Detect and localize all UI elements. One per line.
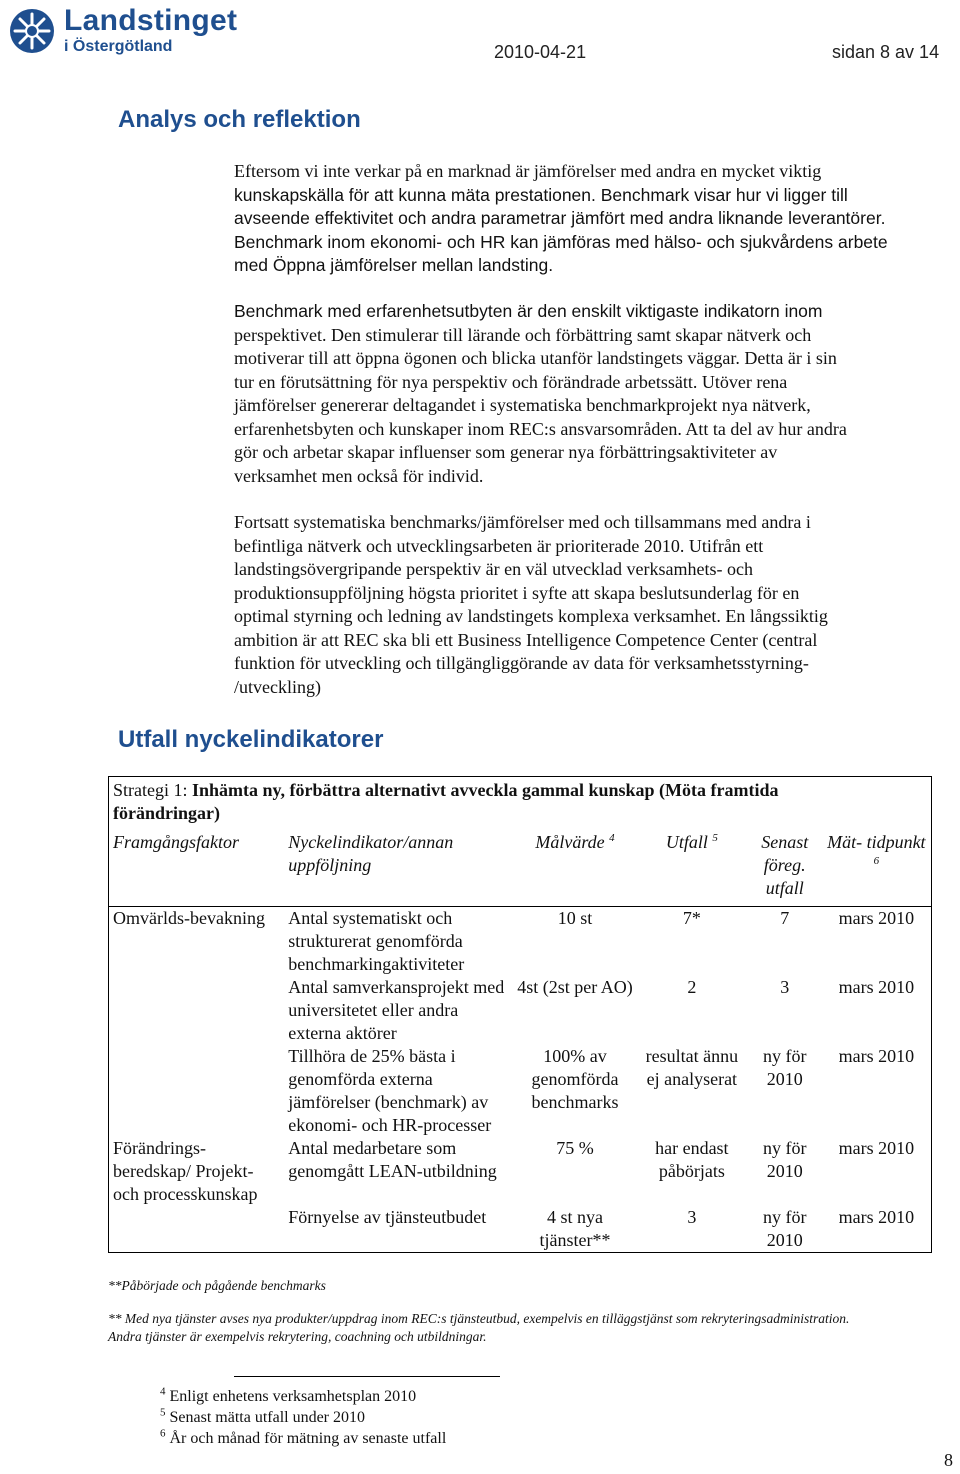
- cell-time: mars 2010: [822, 907, 932, 977]
- text-line: Benchmark inom ekonomi- och HR kan jämföras med hälso- och sjukvårdens arbete: [234, 231, 888, 252]
- col-header-time: [822, 827, 932, 907]
- cell-indicator: Antal medarbetare som genomgått LEAN-utbildning: [288, 1138, 497, 1181]
- cell-outcome: 2: [687, 977, 697, 997]
- cell-outcome: resultat ännu ej analyserat: [645, 1046, 739, 1089]
- cell-time: mars 2010: [838, 1138, 915, 1158]
- text-line: tur en förutsättning för nya perspektiv och förändrade arbetssätt. Utöver rena: [234, 371, 788, 392]
- cell-latest: ny för 2010: [762, 1138, 807, 1181]
- table-row: [109, 907, 932, 977]
- col-header-outcome: [636, 827, 748, 907]
- cell-indicator: Antal systematiskt och strukturerat genomförda benchmarkingaktiviteter: [284, 907, 514, 977]
- cell-latest: 7: [748, 907, 822, 977]
- table-header-row: [109, 827, 932, 907]
- strategy-bold: Inhämta ny, förbättra alternativt avveckla gammal kunskap: [192, 780, 655, 800]
- cell-indicator: Förnyelse av tjänsteutbudet: [288, 1207, 487, 1227]
- text-line: optimal styrning och ledning av landstingets komplexa verksamhet. En långssiktig: [234, 606, 828, 626]
- strategy-row: [109, 777, 932, 828]
- col-header-factor: Framgångsfaktor: [113, 832, 239, 852]
- footnote-text: Senast mätta utfall under 2010: [169, 1409, 366, 1426]
- text-line: verksamhet men också för individ.: [234, 465, 484, 486]
- text-line: perspektivet. Den stimulerar till lärande och förbättring samt skapar nätverk och: [234, 324, 812, 345]
- text-line: produktionsuppföljning högsta prioritet i syfte att skapa beslutsunderlag för en: [234, 582, 800, 603]
- cell-outcome: 7*: [636, 907, 748, 977]
- footnote: [160, 1386, 446, 1407]
- text-line: gör och arbetar skapar influenser som generar nya förbättringsaktiviteter av: [234, 442, 778, 462]
- logo-subtitle: i Östergötland: [64, 38, 173, 55]
- cell-factor: Omvärlds-bevakning: [109, 907, 285, 977]
- text-line: med Öppna jämförelser mellan landsting.: [234, 255, 554, 275]
- col-header-time-sup: 6: [873, 855, 880, 867]
- cell-target: 100% av genomförda benchmarks: [531, 1046, 619, 1112]
- footnote-num: 5: [160, 1406, 166, 1419]
- strategy-prefix: Strategi 1:: [113, 780, 192, 800]
- footnote: [160, 1407, 446, 1428]
- footnote-separator: [234, 1376, 500, 1377]
- text-line: befintliga nätverk och utvecklingsarbeten är prioriterade 2010. Utifrån ett: [234, 535, 764, 556]
- table-row: [109, 1045, 932, 1137]
- cell-outcome: har endast påbörjats: [655, 1138, 729, 1181]
- landstinget-emblem-icon: [4, 6, 60, 56]
- footnote-text: Enligt enhetens verksamhetsplan 2010: [169, 1388, 417, 1405]
- services-note-line: ** Med nya tjänster avses nya produkter/uppdrag inom REC:s tjänsteutbud, exempelvis en tilläggstjänst som rekryteringsadministration.: [108, 1311, 850, 1326]
- logo-title: Landstinget: [64, 4, 238, 37]
- cell-factor: [109, 976, 285, 1045]
- footnote-num: 4: [160, 1385, 166, 1398]
- text-line: motiverar till att öppna ögonen och blicka utanför landstingets väggar. Detta är i sin: [234, 348, 837, 368]
- cell-target: 4st (2st per AO): [517, 977, 633, 997]
- cell-outcome: 3: [687, 1207, 697, 1227]
- header-page: sidan 8 av 14: [832, 42, 940, 62]
- cell-time: mars 2010: [838, 1046, 915, 1066]
- text-line: Fortsatt systematiska benchmarks/jämförelser med och tillsammans med andra i: [234, 512, 811, 532]
- cell-latest: 3: [780, 977, 790, 997]
- strategy-suffix: (Möta framtida: [654, 780, 779, 800]
- cell-indicator: Tillhöra de 25% bästa i genomförda externa jämförelser (benchmark) av ekonomi- och HR-processer: [288, 1046, 492, 1135]
- cell-target: 10 st: [514, 907, 636, 977]
- text-line: Eftersom vi inte verkar på en marknad är jämförelser med andra en mycket viktig: [234, 161, 822, 181]
- header-date: 2010-04-21: [494, 42, 587, 62]
- table-row: [109, 1206, 932, 1253]
- text-line: jämförelser genererar deltagandet i systematiska benchmarkprojekt nya nätverk,: [234, 395, 811, 415]
- section-title-analys: Analys och reflektion: [118, 106, 361, 133]
- cell-factor: [109, 1045, 285, 1137]
- text-line: landstingsövergripande perspektiv är en väl utvecklad verksamhets- och: [234, 559, 754, 579]
- footnote-text: År och månad för mätning av senaste utfall: [169, 1430, 447, 1447]
- col-header-target-label: Målvärde: [535, 832, 605, 852]
- section-title-utfall: Utfall nyckelindikatorer: [118, 726, 384, 753]
- cell-factor: Förändrings-beredskap/ Projekt- och processkunskap: [113, 1138, 258, 1204]
- kpi-table: [108, 776, 932, 1253]
- col-header-target-sup: 4: [609, 832, 615, 844]
- page-number: 8: [944, 1450, 953, 1470]
- text-line: funktion för utveckling och tillgängliggörande av data för verksamhetsstyrning-: [234, 653, 809, 673]
- col-header-target: [514, 827, 636, 907]
- services-note-line: Andra tjänster är exempelvis rekrytering, coachning och utbildningar.: [108, 1329, 487, 1344]
- table-row: [109, 1137, 932, 1206]
- paragraph-1: [234, 160, 934, 278]
- text-line: erfarenhetsbyten och kunskaper inom REC:s ansvarsområden. Att ta del av hur andra: [234, 418, 847, 439]
- cell-indicator: Antal samverkansprojekt med universitetet eller andra externa aktörer: [288, 977, 505, 1043]
- cell-target: 4 st nya tjänster**: [539, 1207, 611, 1250]
- paragraph-2: [234, 300, 934, 488]
- table-row: [109, 976, 932, 1045]
- col-header-outcome-sup: 5: [712, 832, 718, 844]
- footnote-num: 6: [160, 1427, 166, 1440]
- cell-target: 75 %: [556, 1138, 594, 1158]
- cell-factor: [109, 1206, 285, 1253]
- logo: [4, 6, 60, 56]
- footnote: [160, 1428, 446, 1449]
- text-line: /utveckling): [234, 676, 321, 697]
- cell-time: mars 2010: [838, 977, 915, 997]
- cell-time: mars 2010: [838, 1207, 915, 1227]
- cell-latest: ny för 2010: [762, 1207, 807, 1250]
- footnotes: [160, 1386, 446, 1449]
- text-line: avseende effektivitet och andra parametrar jämfört med andra liknande leverantörer.: [234, 208, 886, 228]
- col-header-indicator: Nyckelindikator/annan uppföljning: [288, 832, 454, 875]
- services-note: [108, 1310, 948, 1346]
- col-header-latest: Senast föreg. utfall: [761, 832, 809, 898]
- text-line: Benchmark med erfarenhetsutbyten är den enskilt viktigaste indikatorn inom: [234, 301, 823, 321]
- col-header-time-label: Mät- tidpunkt: [827, 832, 926, 852]
- col-header-outcome-label: Utfall: [665, 832, 708, 852]
- cell-latest: ny för 2010: [762, 1046, 807, 1089]
- table-note: **Påbörjade och pågående benchmarks: [108, 1278, 326, 1293]
- strategy-line2: förändringar): [113, 803, 220, 823]
- text-line: kunskapskälla för att kunna mäta prestationen. Benchmark visar hur vi ligger till: [234, 184, 848, 205]
- paragraph-3: [234, 511, 934, 699]
- text-line: ambition är att REC ska bli ett Business Intelligence Competence Center (central: [234, 629, 818, 650]
